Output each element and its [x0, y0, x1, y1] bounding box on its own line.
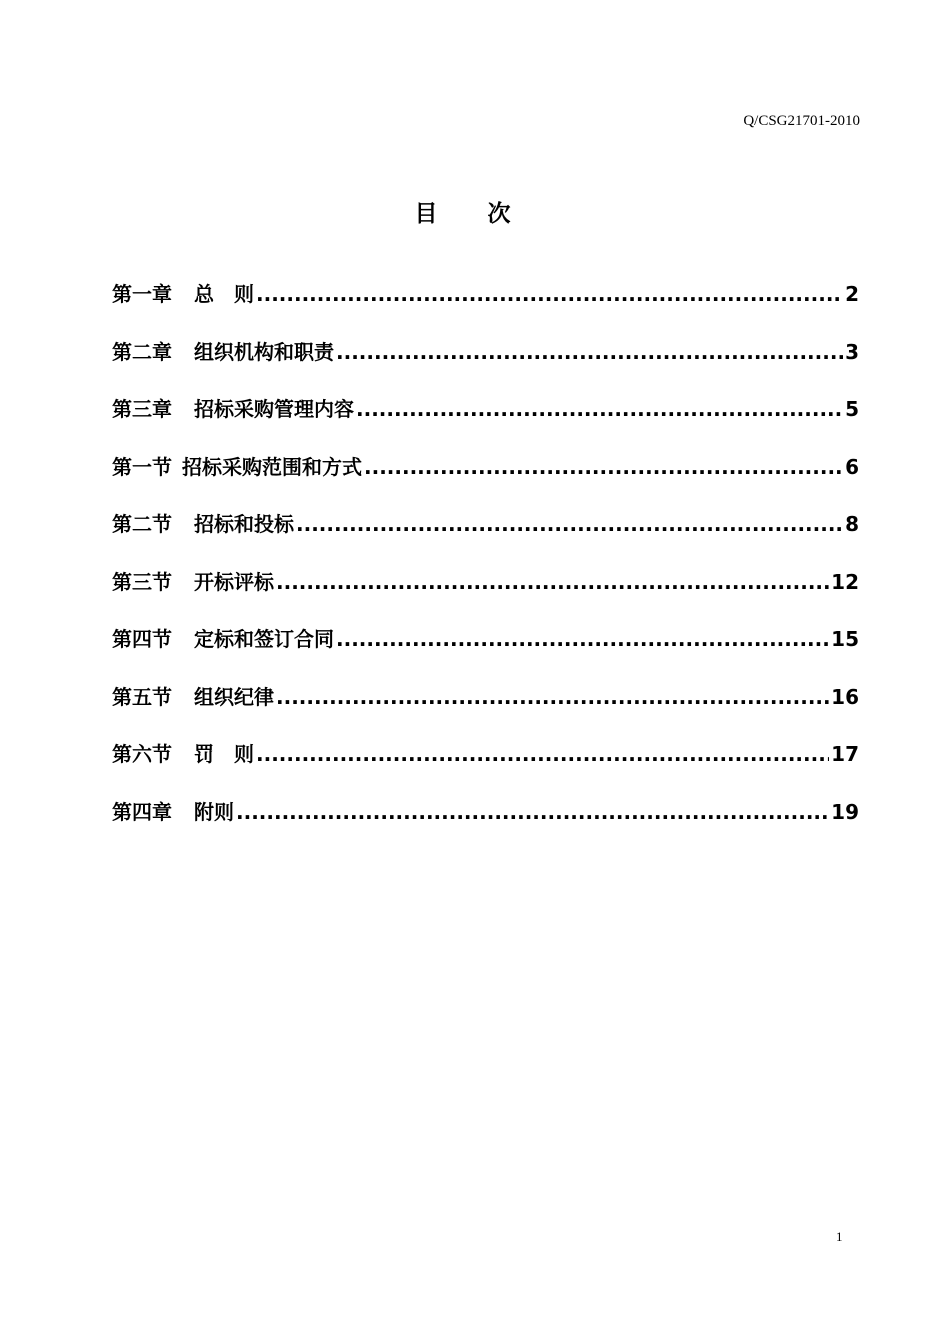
toc-entry[interactable] [112, 738, 859, 796]
toc-entry-label [112, 623, 334, 652]
toc-leader-dots [336, 627, 829, 651]
toc-title: 目次 [414, 201, 561, 227]
toc-entry-page: 17 [831, 742, 859, 766]
toc-entry-title: 组织纪律 [194, 684, 274, 709]
toc-entry[interactable] [112, 336, 859, 394]
toc-entry-number: 第六节 [112, 742, 172, 766]
toc-entry-label [112, 681, 274, 710]
toc-entry-label [112, 451, 362, 480]
toc-leader-dots [236, 800, 829, 824]
toc-entry-title: 招标采购管理内容 [194, 397, 354, 421]
toc-leader-dots [256, 742, 829, 766]
toc-entry-page: 19 [831, 799, 859, 824]
toc-entry[interactable] [112, 278, 859, 336]
toc-entry-title: 开标评标 [194, 569, 274, 594]
toc-entry-page: 12 [831, 569, 859, 594]
page-number: 1 [836, 1229, 843, 1244]
table-of-contents [112, 278, 859, 853]
toc-entry[interactable] [112, 508, 859, 566]
toc-leader-dots [336, 340, 843, 364]
toc-entry-number: 第四节 [112, 627, 172, 651]
toc-entry-title: 招标采购范围和方式 [182, 454, 362, 479]
toc-entry-label [112, 738, 254, 767]
toc-entry-title: 附则 [194, 799, 234, 824]
toc-entry-title: 总 则 [194, 282, 254, 306]
toc-entry-page: 16 [831, 684, 859, 709]
toc-entry[interactable] [112, 681, 859, 739]
toc-entry-title: 定标和签订合同 [194, 627, 334, 651]
toc-entry-number: 第一章 [112, 282, 172, 306]
document-code: Q/CSG21701-2010 [743, 113, 860, 129]
toc-entry-title: 招标和投标 [194, 512, 294, 536]
toc-entry-number: 第三节 [112, 569, 172, 594]
toc-entry-label [112, 508, 294, 537]
toc-entry-label [112, 393, 354, 422]
toc-entry[interactable] [112, 451, 859, 509]
toc-entry-number: 第三章 [112, 397, 172, 421]
toc-entry-number: 第四章 [112, 799, 172, 824]
toc-leader-dots [356, 397, 843, 421]
toc-entry-number: 第二章 [112, 339, 172, 364]
toc-leader-dots [276, 570, 829, 594]
toc-leader-dots [364, 455, 843, 479]
toc-entry-page: 6 [845, 454, 859, 479]
toc-entry-title: 罚 则 [194, 742, 254, 766]
toc-entry-label [112, 566, 274, 595]
toc-entry[interactable] [112, 393, 859, 451]
toc-leader-dots [296, 512, 843, 536]
toc-entry-number: 第五节 [112, 684, 172, 709]
toc-entry-page: 15 [831, 627, 859, 651]
toc-entry[interactable] [112, 623, 859, 681]
toc-entry-label [112, 336, 334, 365]
toc-entry-page: 8 [845, 512, 859, 536]
toc-entry-page: 5 [845, 397, 859, 421]
toc-entry-title: 组织机构和职责 [194, 339, 334, 364]
toc-entry-number: 第二节 [112, 512, 172, 536]
toc-leader-dots [276, 685, 829, 709]
toc-entry-page: 2 [845, 282, 859, 306]
toc-entry-page: 3 [845, 339, 859, 364]
toc-entry-label [112, 278, 254, 307]
toc-entry[interactable] [112, 566, 859, 624]
toc-entry-label [112, 796, 234, 825]
toc-entry-number: 第一节 [112, 454, 172, 479]
toc-leader-dots [256, 282, 843, 306]
toc-entry[interactable] [112, 796, 859, 854]
